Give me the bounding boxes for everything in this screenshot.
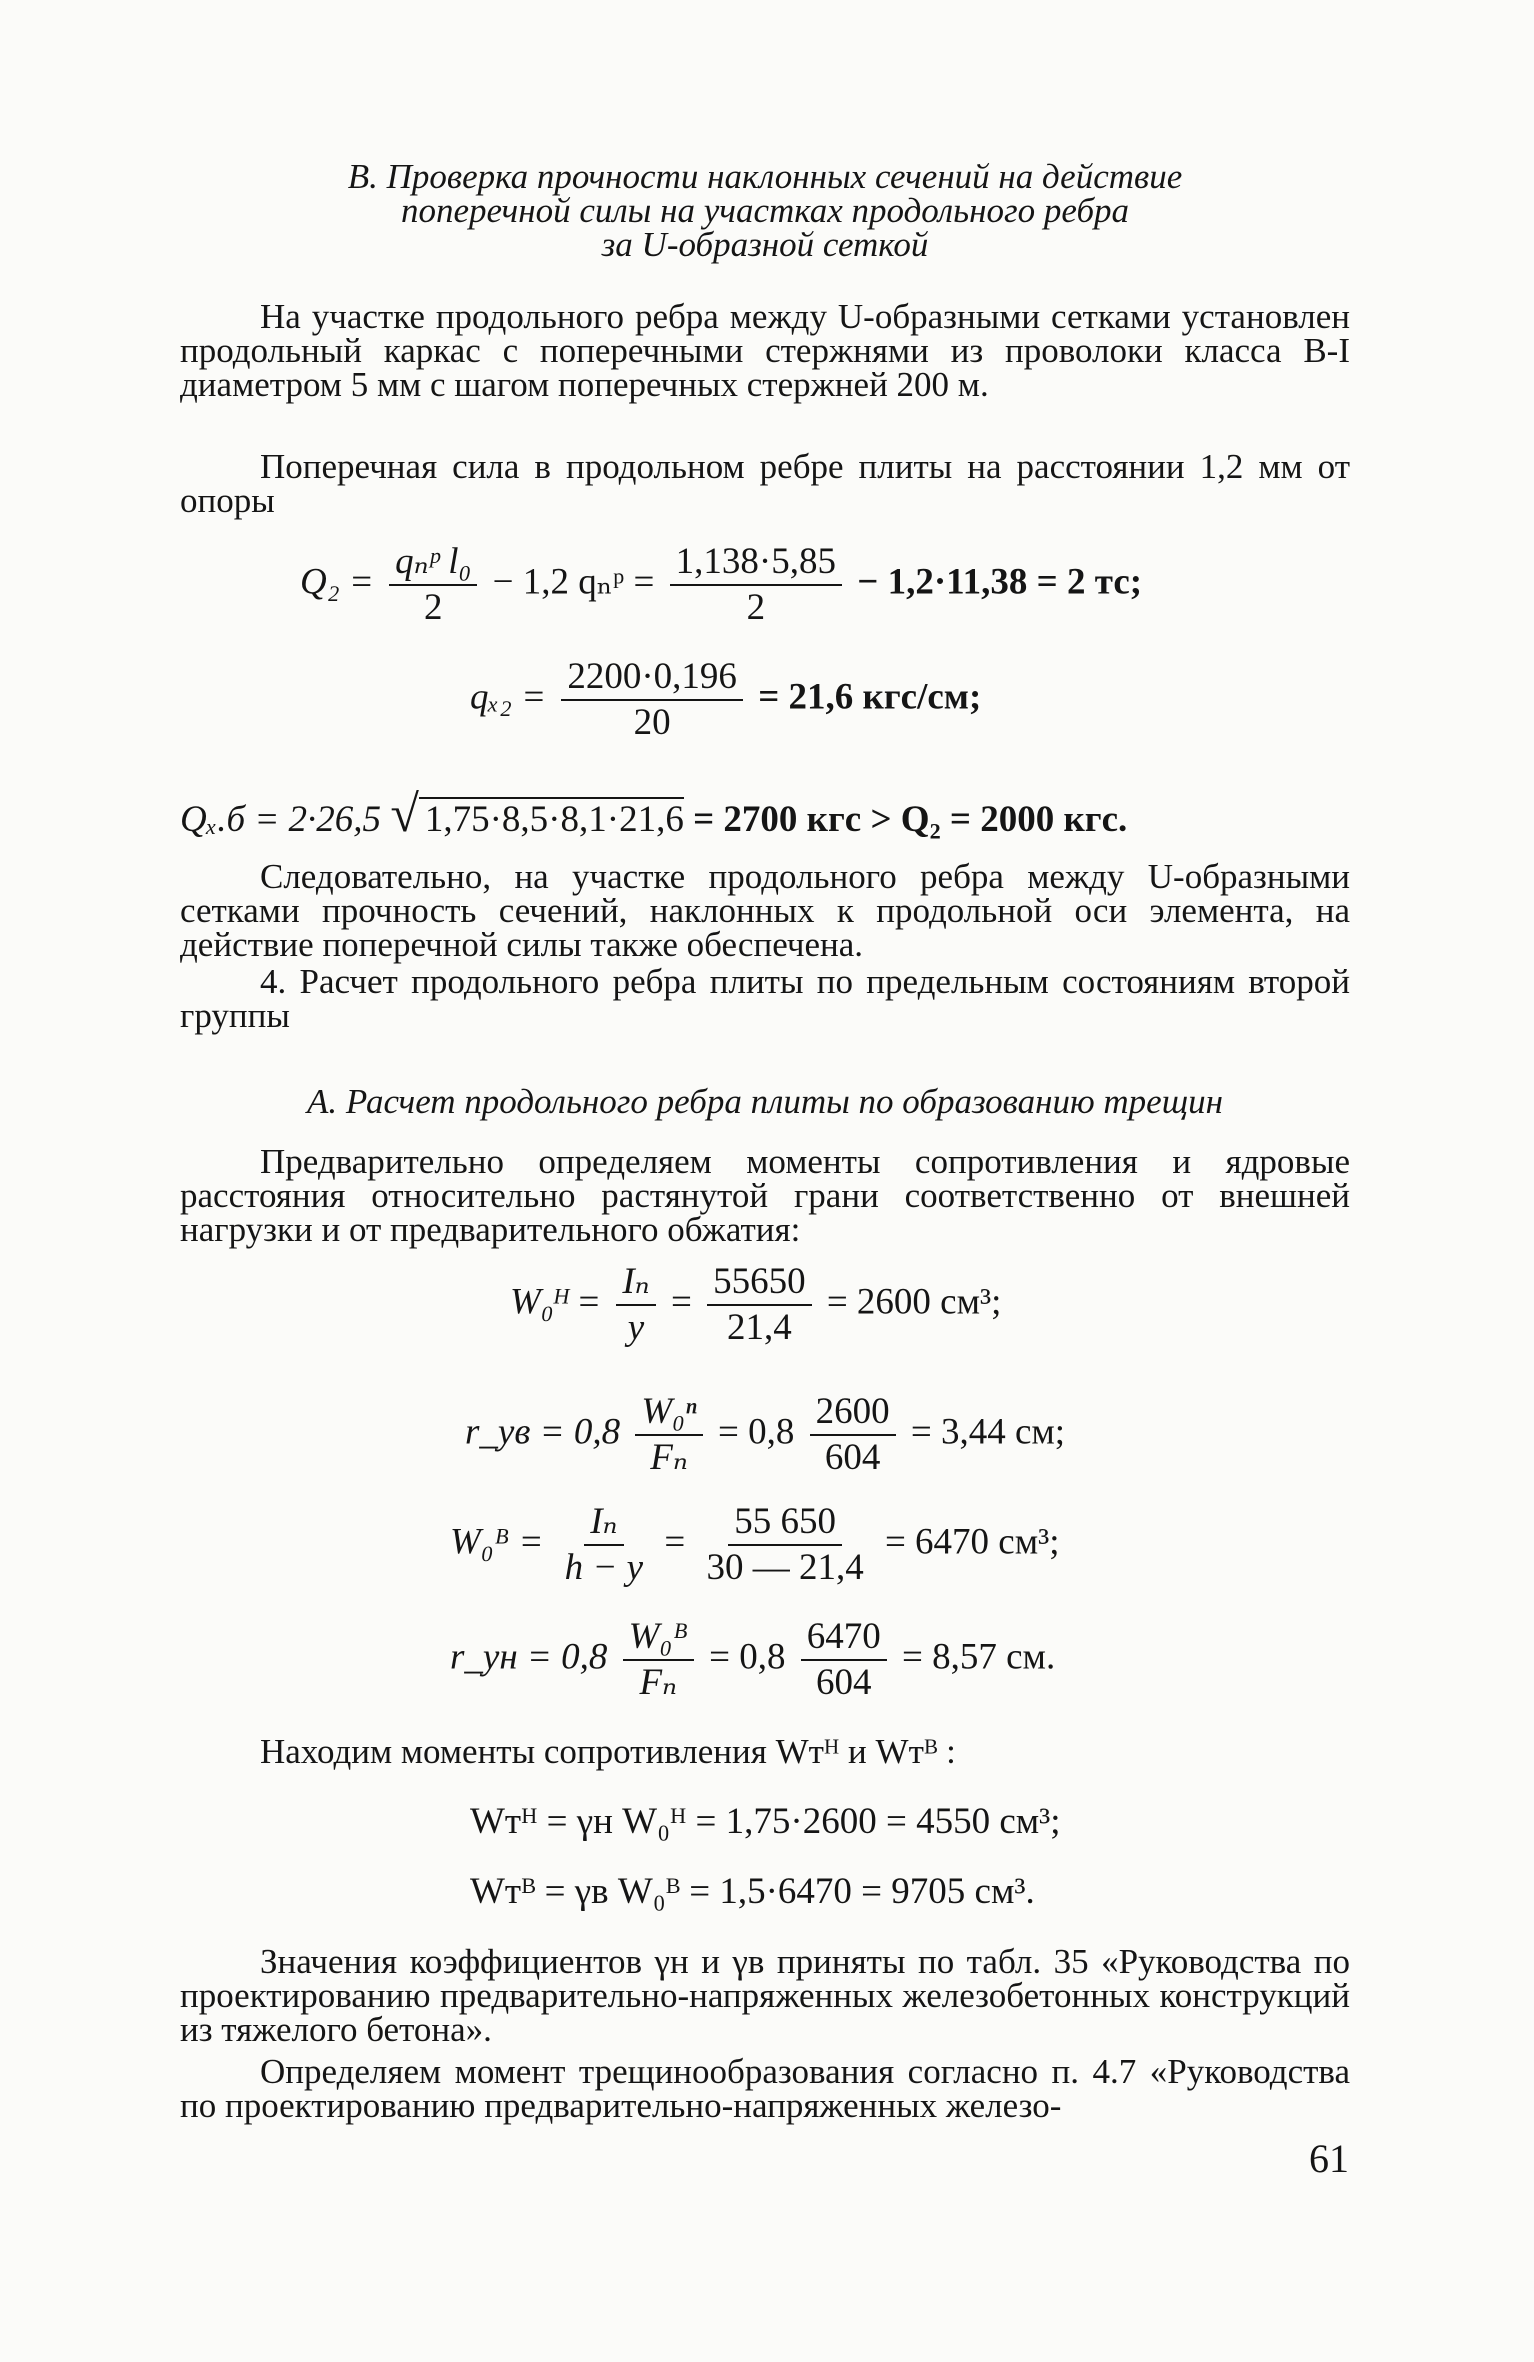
eq5-fraction-1 bbox=[635, 1390, 702, 1480]
eq2-den: 20 bbox=[633, 702, 671, 743]
paragraph-6: Находим моменты сопротивления Wтᴴ и Wтᴮ : bbox=[260, 1732, 956, 1771]
equation-w0h bbox=[510, 1260, 1001, 1350]
eq6-equals: = bbox=[664, 1521, 686, 1563]
eq5-lhs: r_yв = 0,8 bbox=[465, 1411, 621, 1453]
eq6-rhs: = 6470 см³; bbox=[884, 1521, 1060, 1563]
eq2-rhs: = 21,6 кгс/см; bbox=[758, 676, 982, 718]
equation-w0b bbox=[450, 1500, 1060, 1590]
eq4-rhs: = 2600 см³; bbox=[826, 1281, 1002, 1323]
section-a-heading: А. Расчет продольного ребра плиты по образованию трещин bbox=[307, 1082, 1223, 1121]
paragraph-1: На участке продольного ребра между U-образными сетками установлен продольный каркас с поперечными стержнями из проволоки класса В-I диаметром 5 мм с шагом поперечных стержней 200 м. bbox=[180, 297, 1350, 404]
eq6-fraction-2 bbox=[700, 1500, 869, 1590]
heading-line-2: поперечной силы на участках продольного ребра bbox=[400, 191, 1130, 230]
eq1-f2-num: 1,138·5,85 bbox=[670, 540, 842, 586]
eq3-lhs: Qₓ.б = 2·26,5 bbox=[180, 799, 382, 840]
equation-qx2 bbox=[470, 655, 981, 745]
eq4-f2-den: 21,4 bbox=[726, 1307, 792, 1348]
eq6-f1-den: h − y bbox=[564, 1547, 644, 1588]
equation-wth: Wтᴴ = γн W₀ᴴ = 1,75·2600 = 4550 см³; bbox=[470, 1801, 1061, 1842]
eq2-fraction bbox=[561, 655, 743, 745]
eq5-fraction-2 bbox=[810, 1390, 896, 1480]
paragraph-4: 4. Расчет продольного ребра плиты по предельным состояниям второй группы bbox=[180, 962, 1350, 1035]
eq3-rhs: = 2700 кгс > Q₂ = 2000 кгс. bbox=[693, 799, 1128, 840]
sqrt-symbol: √ bbox=[390, 786, 419, 843]
heading-line-3: за U-образной сеткой bbox=[601, 225, 929, 264]
eq7-mid: = 0,8 bbox=[709, 1636, 786, 1678]
eq1-f1-den: 2 bbox=[423, 587, 443, 628]
eq6-f2-den: 30 — 21,4 bbox=[706, 1547, 864, 1588]
eq5-mid: = 0,8 bbox=[717, 1411, 795, 1453]
eq6-lhs: W₀ᴮ = bbox=[450, 1521, 544, 1563]
eq5-f1-num: W₀ⁿ bbox=[635, 1390, 702, 1436]
eq6-f1-num: Iₙ bbox=[584, 1500, 623, 1546]
eq1-fraction-2 bbox=[670, 540, 842, 630]
eq3-radicand: 1,75·8,5·8,1·21,6 bbox=[419, 797, 684, 840]
eq4-equals: = bbox=[670, 1281, 692, 1323]
eq5-f2-num: 2600 bbox=[810, 1390, 896, 1436]
eq4-f1-den: y bbox=[627, 1307, 645, 1348]
eq1-f1-num: qₙᵖ l₀ bbox=[389, 540, 477, 586]
eq6-fraction-1 bbox=[559, 1500, 649, 1590]
eq7-f2-den: 604 bbox=[816, 1662, 872, 1703]
eq4-fraction-1 bbox=[616, 1260, 655, 1350]
eq1-rhs: − 1,2·11,38 = 2 тс; bbox=[857, 561, 1143, 603]
eq7-lhs: r_yн = 0,8 bbox=[450, 1636, 608, 1678]
eq1-fraction-1 bbox=[389, 540, 477, 630]
eq4-f1-num: Iₙ bbox=[616, 1260, 655, 1306]
paragraph-7: Значения коэффициентов γн и γв приняты по табл. 35 «Руководства по проектированию предварительно-напряженных железобетонных конструкций из тяжелого бетона». bbox=[180, 1942, 1350, 2049]
paragraph-2: Поперечная сила в продольном ребре плиты на расстоянии 1,2 мм от опоры bbox=[180, 447, 1350, 520]
eq4-f2-num: 55650 bbox=[707, 1260, 812, 1306]
eq2-num: 2200·0,196 bbox=[561, 655, 743, 701]
eq2-lhs: qₓ₂ = bbox=[470, 676, 547, 718]
eq7-rhs: = 8,57 см. bbox=[902, 1636, 1056, 1678]
paragraph-5: Предварительно определяем моменты сопротивления и ядровые расстояния относительно растянутой грани соответственно от внешней нагрузки и от предварительного обжатия: bbox=[180, 1142, 1350, 1249]
equation-ryn bbox=[450, 1615, 1055, 1705]
paragraph-3: Следовательно, на участке продольного ребра между U-образными сетками прочность сечений, наклонных к продольной оси элемента, на действие поперечной силы также обеспечена. bbox=[180, 857, 1350, 964]
heading-line-1: В. Проверка прочности наклонных сечений на действие bbox=[347, 157, 1183, 196]
equation-ryv bbox=[465, 1390, 1065, 1480]
eq1-lhs: Q₂ = bbox=[300, 561, 374, 603]
equation-wtb: Wтᴮ = γв W₀ᴮ = 1,5·6470 = 9705 см³. bbox=[470, 1871, 1035, 1912]
page-number: 61 bbox=[1309, 2136, 1349, 2181]
equation-qxb bbox=[180, 785, 1127, 844]
section-b-heading bbox=[180, 157, 1350, 264]
eq5-f2-den: 604 bbox=[824, 1437, 881, 1478]
equation-q2 bbox=[300, 540, 1142, 630]
eq7-fraction-2 bbox=[801, 1615, 887, 1705]
eq7-fraction-1 bbox=[623, 1615, 694, 1705]
eq5-rhs: = 3,44 см; bbox=[910, 1411, 1066, 1453]
eq6-f2-num: 55 650 bbox=[728, 1500, 842, 1546]
eq1-mid: − 1,2 qₙᵖ = bbox=[492, 561, 655, 603]
paragraph-8: Определяем момент трещинообразования согласно п. 4.7 «Руководства по проектированию предварительно-напряженных железо- bbox=[180, 2052, 1350, 2125]
eq5-f1-den: Fₙ bbox=[650, 1437, 688, 1478]
eq7-f1-num: W₀ᴮ bbox=[623, 1615, 694, 1661]
eq4-lhs: W₀ᴴ = bbox=[510, 1281, 602, 1323]
eq7-f1-den: Fₙ bbox=[639, 1662, 678, 1703]
eq7-f2-num: 6470 bbox=[801, 1615, 887, 1661]
eq1-f2-den: 2 bbox=[746, 587, 766, 628]
eq4-fraction-2 bbox=[707, 1260, 812, 1350]
